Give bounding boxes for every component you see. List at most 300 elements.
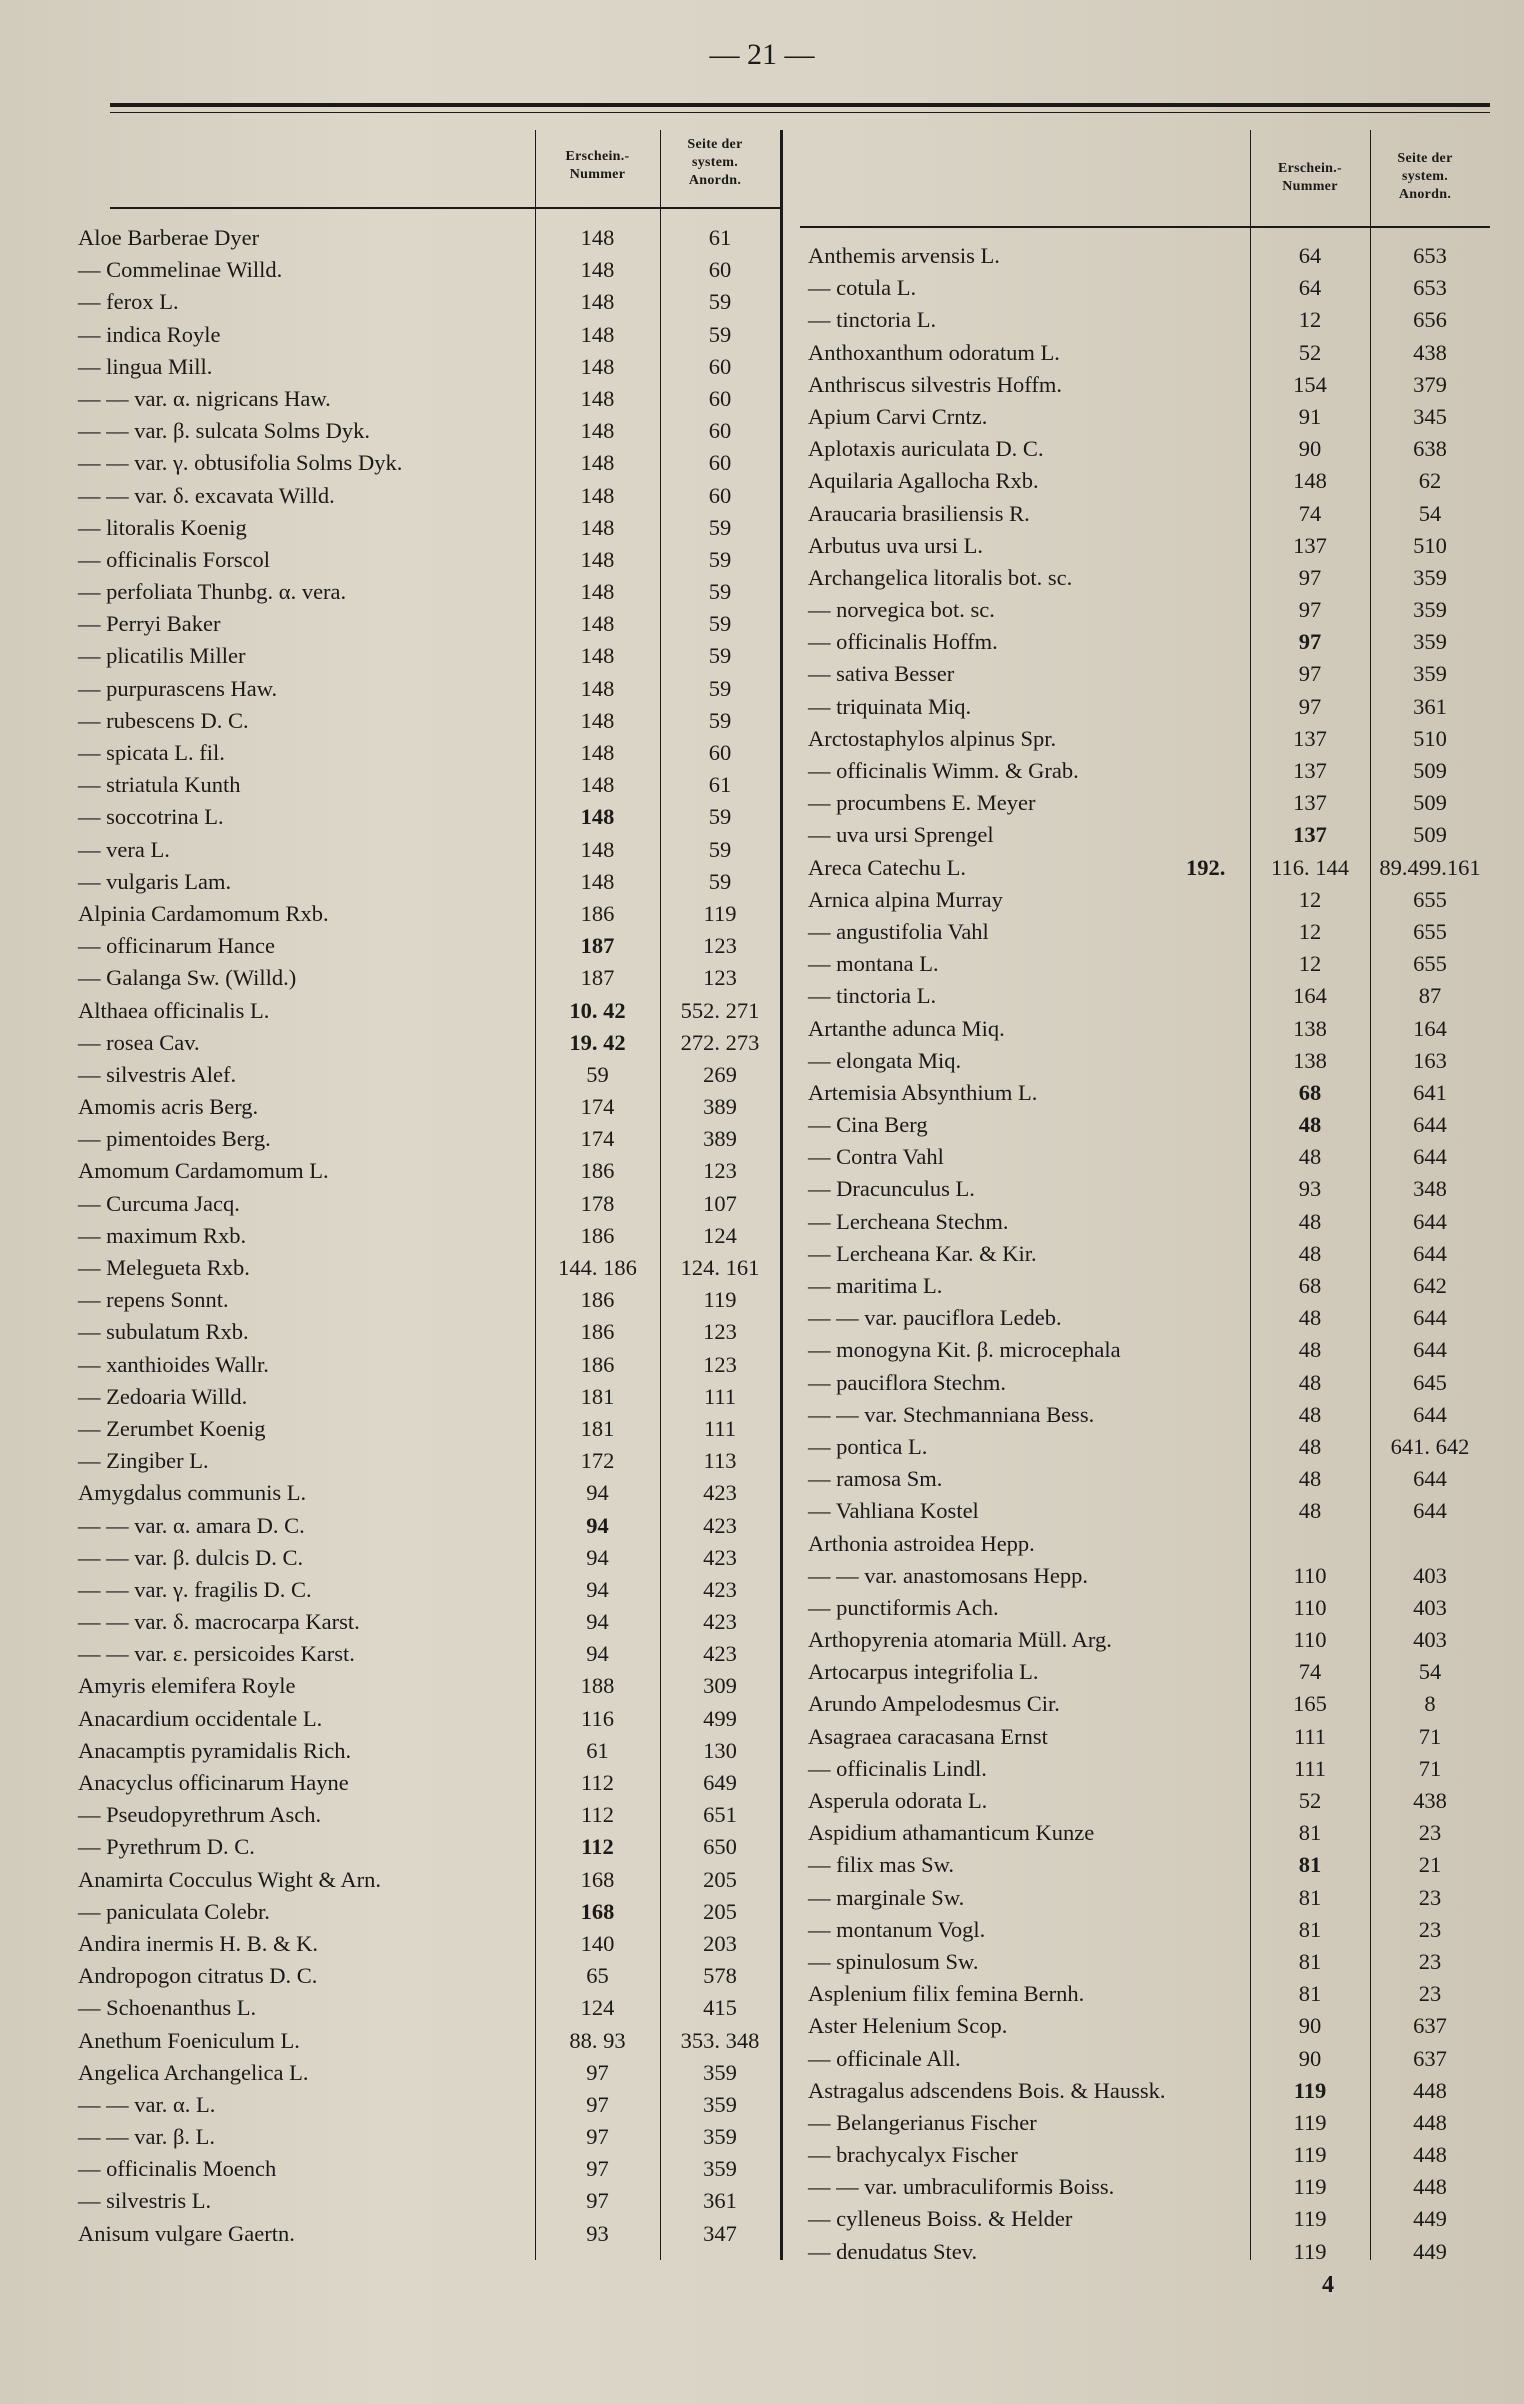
erschein-number: 186 (580, 1319, 615, 1345)
page-reference: 203 (703, 1930, 737, 1956)
erschein-number: 48 (1298, 1466, 1322, 1492)
species-name: — vera L. (78, 836, 170, 862)
page-reference: 403 (1413, 1562, 1447, 1588)
erschein-number: 74 (1298, 500, 1322, 526)
page-number: — 21 — (709, 38, 815, 71)
index-row (808, 369, 1498, 401)
erschein-number: 48 (1298, 1401, 1322, 1427)
right-header-rule (800, 226, 1490, 228)
erschein-number: 48 (1298, 1208, 1322, 1234)
index-row (78, 1155, 778, 1187)
erschein-number: 74 (1298, 1659, 1322, 1685)
erschein-number: 111 (1293, 1755, 1327, 1781)
index-row (808, 304, 1498, 336)
species-name: — Dracunculus L. (808, 1176, 975, 1202)
erschein-number: 97 (586, 2091, 609, 2117)
index-row (808, 1399, 1498, 1431)
index-row (808, 1463, 1498, 1495)
center-vrule (780, 130, 783, 2260)
species-name: — plicatilis Miller (78, 643, 246, 669)
species-name: — — var. γ. obtusifolia Solms Dyk. (78, 450, 403, 476)
page-reference: 359 (1413, 661, 1447, 687)
index-row (78, 480, 778, 512)
species-name: — tinctoria L. (808, 983, 937, 1009)
species-name: — brachycalyx Fischer (808, 2142, 1018, 2168)
page-reference: 23 (1418, 1820, 1442, 1846)
species-name: — indica Royle (78, 321, 221, 347)
page-reference: 423 (703, 1512, 737, 1538)
index-row (78, 1284, 778, 1316)
index-row (808, 852, 1498, 884)
index-row (78, 1252, 778, 1284)
index-row (808, 530, 1498, 562)
erschein-number: 88. 93 (569, 2027, 626, 2053)
index-row (808, 1624, 1498, 1656)
page-reference: 60 (708, 257, 732, 283)
species-name: Aspidium athamanticum Kunze (808, 1820, 1095, 1846)
page-reference: 423 (703, 1544, 737, 1570)
index-row (808, 2236, 1498, 2268)
index-row (808, 1688, 1498, 1720)
page-reference: 438 (1413, 1788, 1447, 1813)
page-reference: 23 (1418, 1948, 1442, 1974)
page-reference: 113 (703, 1448, 737, 1474)
page-reference: 54 (1418, 1659, 1442, 1685)
index-row (78, 1445, 778, 1477)
page-reference: 353. 348 (680, 2027, 760, 2053)
species-name: — Pseudopyrethrum Asch. (78, 1802, 322, 1828)
page-reference: 389 (703, 1126, 737, 1152)
species-name: — repens Sonnt. (78, 1287, 229, 1313)
index-row (808, 755, 1498, 787)
erschein-number: 148 (580, 225, 615, 250)
species-name: — officinalis Lindl. (808, 1755, 987, 1781)
page-reference: 60 (708, 385, 732, 411)
erschein-number: 97 (1298, 629, 1322, 655)
species-name: — spinulosum Sw. (808, 1948, 979, 1974)
erschein-number: 97 (1298, 661, 1322, 687)
left-header-seite: Seite der system. Anordn. (687, 137, 743, 188)
index-row (808, 1270, 1498, 1302)
species-name: — officinarum Hance (78, 933, 276, 959)
erschein-number: 124 (580, 1995, 615, 2021)
page-reference: 641. 642 (1390, 1433, 1470, 1459)
species-name: — uva ursi Sprengel (808, 822, 994, 848)
index-row (78, 286, 778, 318)
species-name: Asplenium filix femina Bernh. (808, 1981, 1085, 2007)
page-reference: 111 (703, 1383, 737, 1409)
erschein-number: 119 (1293, 2077, 1327, 2103)
erschein-number: 148 (1293, 468, 1327, 494)
index-row (78, 737, 778, 769)
index-row (78, 1477, 778, 1509)
index-row (78, 544, 778, 576)
species-name: — silvestris Alef. (78, 1061, 237, 1087)
erschein-number: 186 (580, 1158, 615, 1184)
erschein-number: 94 (586, 1480, 609, 1506)
erschein-number: 81 (1298, 1884, 1322, 1910)
species-name: Arbutus uva ursi L. (808, 532, 983, 558)
species-name: — Melegueta Rxb. (78, 1255, 250, 1280)
erschein-number: 148 (580, 385, 615, 411)
index-row (78, 1316, 778, 1348)
erschein-number: 12 (1298, 918, 1322, 944)
erschein-number: 81 (1298, 1820, 1322, 1846)
index-row (808, 1013, 1498, 1045)
index-row (808, 1302, 1498, 1334)
page-reference: 403 (1413, 1594, 1447, 1620)
page-reference: 164 (1413, 1015, 1447, 1041)
erschein-number: 181 (580, 1383, 615, 1409)
erschein-number: 164 (1293, 983, 1327, 1009)
index-row (78, 1864, 778, 1896)
species-name: — — var. β. dulcis D. C. (78, 1544, 304, 1570)
page-reference: 379 (1413, 371, 1447, 397)
page-reference: 638 (1413, 436, 1447, 462)
species-name: Alpinia Cardamomum Rxb. (78, 900, 329, 926)
page-reference: 60 (708, 740, 732, 765)
index-row (78, 2057, 778, 2089)
erschein-number: 187 (580, 933, 615, 959)
erschein-number: 19. 42 (569, 1029, 626, 1055)
page-reference: 653 (1413, 243, 1447, 268)
erschein-number: 110 (1293, 1594, 1327, 1620)
index-row (78, 1220, 778, 1252)
erschein-number: 148 (580, 546, 615, 572)
page-reference: 61 (708, 225, 732, 250)
page-reference: 60 (708, 450, 732, 476)
erschein-number: 48 (1298, 1337, 1322, 1363)
species-name: — — var. α. nigricans Haw. (78, 385, 331, 411)
erschein-number: 64 (1298, 275, 1322, 301)
erschein-number: 148 (580, 579, 615, 605)
erschein-number: 148 (580, 868, 615, 894)
page-reference: 637 (1413, 2045, 1447, 2071)
species-name: — vulgaris Lam. (78, 868, 232, 894)
species-name: Asperula odorata L. (808, 1788, 988, 1813)
index-row (808, 626, 1498, 658)
page-reference: 272. 273 (680, 1029, 760, 1055)
species-name: Anethum Foeniculum L. (78, 2027, 300, 2053)
erschein-number: 97 (1298, 693, 1322, 719)
species-name: — pontica L. (808, 1433, 928, 1459)
index-row (808, 691, 1498, 723)
index-row (78, 1638, 778, 1670)
erschein-number: 48 (1298, 1144, 1322, 1170)
page-reference: 205 (703, 1866, 737, 1892)
index-row (78, 866, 778, 898)
page-reference: 359 (703, 2124, 737, 2150)
left-column (78, 222, 778, 2250)
erschein-number: 186 (580, 1287, 615, 1313)
page-reference: 510 (1413, 532, 1447, 558)
index-row (78, 1188, 778, 1220)
page-reference: 71 (1418, 1755, 1442, 1781)
page-reference: 163 (1413, 1047, 1447, 1073)
page-reference: 359 (703, 2156, 737, 2182)
erschein-number: 111 (1293, 1723, 1327, 1749)
erschein-number: 10. 42 (569, 997, 626, 1023)
erschein-number: 112 (581, 1802, 614, 1828)
page-reference: 59 (708, 321, 732, 347)
page-reference: 448 (1413, 2109, 1447, 2135)
erschein-number: 97 (1298, 597, 1322, 623)
index-row (78, 2153, 778, 2185)
page-reference: 651 (703, 1802, 737, 1828)
page-reference: 123 (703, 965, 737, 991)
species-name: — — var. δ. macrocarpa Karst. (78, 1609, 360, 1635)
erschein-number: 119 (1293, 2109, 1327, 2135)
species-name: Artanthe adunca Miq. (808, 1015, 1005, 1041)
species-name: Apium Carvi Crntz. (808, 403, 988, 429)
index-row (78, 1091, 778, 1123)
erschein-number: 97 (586, 2156, 609, 2182)
erschein-number: 148 (580, 740, 615, 765)
page-reference: 361 (1413, 693, 1447, 719)
index-row (78, 2185, 778, 2217)
index-row (808, 1914, 1498, 1946)
species-name: — filix mas Sw. (808, 1852, 955, 1878)
species-name: — Belangerianus Fischer (808, 2109, 1037, 2135)
page-reference: 309 (703, 1673, 737, 1699)
index-row (78, 1574, 778, 1606)
species-name: — Zerumbet Koenig (78, 1415, 266, 1441)
erschein-number: 148 (580, 450, 615, 476)
erschein-number: 97 (586, 2059, 609, 2085)
species-name: Arnica alpina Murray (808, 886, 1003, 912)
species-name: — — var. β. sulcata Solms Dyk. (78, 418, 371, 444)
index-row (78, 254, 778, 286)
page-reference: 644 (1413, 1337, 1447, 1363)
index-row (808, 1367, 1498, 1399)
index-row (78, 640, 778, 672)
species-name: Arundo Ampelodesmus Cir. (808, 1691, 1060, 1717)
erschein-number: 137 (1293, 725, 1327, 751)
right-header-erschein: Erschein.- Nummer (1277, 161, 1343, 194)
species-name: — Schoenanthus L. (78, 1995, 257, 2021)
page-reference: 359 (1413, 629, 1447, 655)
species-name: Artemisia Absynthium L. (808, 1079, 1038, 1105)
erschein-number: 97 (1298, 564, 1322, 590)
index-row (78, 383, 778, 415)
erschein-number: 168 (580, 1866, 615, 1892)
erschein-number: 94 (586, 1576, 609, 1602)
erschein-number: 148 (580, 643, 615, 669)
page-reference: 403 (1413, 1627, 1447, 1653)
erschein-number: 68 (1298, 1079, 1322, 1105)
page-reference: 655 (1413, 886, 1447, 912)
erschein-number: 90 (1298, 436, 1322, 462)
index-row (78, 1606, 778, 1638)
index-row (78, 2025, 778, 2057)
species-name: — purpurascens Haw. (78, 675, 278, 701)
index-row (78, 415, 778, 447)
page-reference: 119 (703, 1287, 737, 1313)
erschein-number: 110 (1293, 1627, 1327, 1653)
species-name: — marginale Sw. (808, 1884, 965, 1910)
species-name: — officinalis Moench (78, 2156, 277, 2182)
page-reference: 123 (703, 933, 737, 959)
species-name: — pauciflora Stechm. (808, 1369, 1007, 1395)
species-name: Anamirta Cocculus Wight & Arn. (78, 1866, 382, 1892)
species-name: Aquilaria Agallocha Rxb. (808, 468, 1039, 494)
page-reference: 448 (1413, 2174, 1447, 2200)
species-name: — Perryi Baker (78, 611, 221, 637)
page-reference: 389 (703, 1094, 737, 1120)
index-row (808, 948, 1498, 980)
page-reference: 345 (1413, 403, 1447, 429)
species-name: — pimentoides Berg. (78, 1126, 271, 1152)
page-reference: 269 (703, 1061, 737, 1087)
page-reference: 361 (703, 2188, 737, 2214)
species-name: — rosea Cav. (78, 1029, 200, 1055)
species-name: Angelica Archangelica L. (78, 2059, 309, 2085)
species-name: Araucaria brasiliensis R. (808, 500, 1030, 526)
species-name: Anacyclus officinarum Hayne (78, 1770, 349, 1795)
species-name: — — var. anastomosans Hepp. (808, 1562, 1088, 1588)
page-reference: 59 (708, 868, 732, 894)
erschein-number: 137 (1293, 532, 1327, 558)
species-name: — punctiformis Ach. (808, 1594, 999, 1620)
page-reference: 644 (1413, 1112, 1447, 1138)
index-row (808, 240, 1498, 272)
species-name: Anthriscus silvestris Hoffm. (808, 371, 1062, 397)
species-name: — — var. γ. fragilis D. C. (78, 1576, 312, 1602)
erschein-number: 48 (1298, 1240, 1322, 1266)
erschein-number: 48 (1298, 1433, 1322, 1459)
right-column (808, 240, 1498, 2268)
species-name: Arthopyrenia atomaria Müll. Arg. (808, 1627, 1112, 1653)
species-name: — subulatum Rxb. (78, 1319, 249, 1345)
page-reference: 87 (1418, 983, 1442, 1009)
index-row (808, 498, 1498, 530)
erschein-number: 148 (580, 836, 615, 862)
erschein-number: 148 (580, 611, 615, 637)
species-name: Andira inermis H. B. & K. (78, 1930, 318, 1956)
erschein-number: 94 (586, 1641, 609, 1667)
erschein-number: 48 (1298, 1369, 1322, 1395)
index-row (808, 819, 1498, 851)
erschein-number: 148 (580, 804, 615, 830)
page-reference: 21 (1418, 1852, 1442, 1878)
page-reference: 61 (708, 772, 732, 798)
species-name: — litoralis Koenig (78, 514, 247, 540)
erschein-number: 12 (1298, 951, 1322, 977)
species-name: — officinale All. (808, 2045, 961, 2071)
index-row (808, 562, 1498, 594)
erschein-number: 81 (1298, 1916, 1322, 1942)
species-name: — maximum Rxb. (78, 1222, 247, 1248)
erschein-number: 144. 186 (558, 1255, 637, 1280)
index-row (808, 787, 1498, 819)
page-reference: 107 (703, 1190, 737, 1216)
right-header-seite: Seite der system. Anordn. (1397, 151, 1453, 202)
erschein-number: 174 (580, 1126, 615, 1152)
index-row (808, 465, 1498, 497)
index-row (808, 1721, 1498, 1753)
page-reference: 655 (1413, 918, 1447, 944)
page-reference: 438 (1413, 339, 1447, 365)
index-row (808, 980, 1498, 1012)
erschein-number: 91 (1298, 403, 1322, 429)
species-name: — — var. pauciflora Ledeb. (808, 1305, 1062, 1331)
index-row (808, 1528, 1498, 1560)
page-reference: 123 (703, 1158, 737, 1184)
index-row (808, 2171, 1498, 2203)
index-row (78, 1992, 778, 2024)
erschein-number: 148 (580, 257, 615, 283)
page-reference: 205 (703, 1898, 737, 1924)
species-name: — perfoliata Thunbg. α. vera. (78, 579, 347, 605)
species-name: — tinctoria L. (808, 307, 937, 333)
index-row (808, 1495, 1498, 1527)
page-reference: 124 (703, 1222, 737, 1248)
erschein-number: 97 (586, 2188, 609, 2214)
species-name: — denudatus Stev. (808, 2238, 978, 2264)
species-name: — Curcuma Jacq. (78, 1190, 240, 1216)
page-reference: 59 (708, 675, 732, 701)
erschein-number: 97 (586, 2124, 609, 2150)
species-name: Aplotaxis auriculata D. C. (808, 436, 1044, 462)
species-name: — maritima L. (808, 1273, 943, 1298)
erschein-number: 90 (1298, 2013, 1322, 2039)
page-reference: 59 (708, 643, 732, 669)
erschein-number: 112 (581, 1834, 614, 1860)
page-reference: 649 (703, 1770, 737, 1795)
erschein-number: 64 (1298, 243, 1322, 268)
index-row (808, 1753, 1498, 1785)
species-name: — striatula Kunth (78, 772, 241, 798)
page-reference: 645 (1413, 1369, 1447, 1395)
index-row (78, 351, 778, 383)
species-name: — Pyrethrum D. C. (78, 1834, 255, 1860)
page-reference: 423 (703, 1609, 737, 1635)
species-name: Aster Helenium Scop. (808, 2013, 1008, 2039)
page-reference: 509 (1413, 758, 1447, 783)
erschein-number: 12 (1298, 307, 1322, 333)
page-reference: 449 (1413, 2206, 1447, 2232)
index-row (78, 1413, 778, 1445)
page-reference: 359 (1413, 564, 1447, 590)
species-name: — Cina Berg (808, 1112, 928, 1138)
index-row (78, 1799, 778, 1831)
page-reference: 348 (1413, 1176, 1447, 1202)
page-reference: 59 (708, 836, 732, 862)
species-name: — triquinata Miq. (808, 693, 972, 719)
index-row (808, 1560, 1498, 1592)
species-name: — — var. α. amara D. C. (78, 1512, 305, 1538)
species-name: — Zingiber L. (78, 1448, 209, 1474)
index-row (808, 1431, 1498, 1463)
index-row (808, 658, 1498, 690)
erschein-number: 93 (1298, 1176, 1322, 1202)
erschein-number: 186 (580, 1351, 615, 1377)
index-row (808, 594, 1498, 626)
species-name: — Contra Vahl (808, 1144, 944, 1170)
page-reference: 637 (1413, 2013, 1447, 2039)
erschein-number: 119 (1293, 2174, 1327, 2200)
page-reference: 60 (708, 353, 732, 379)
page-reference: 59 (708, 514, 732, 540)
species-name: — silvestris L. (78, 2188, 212, 2214)
erschein-number: 174 (580, 1094, 615, 1120)
page-reference: 655 (1413, 951, 1447, 977)
page-reference: 644 (1413, 1208, 1447, 1234)
species-name: Asagraea caracasana Ernst (808, 1723, 1048, 1749)
top-rule-thick (110, 103, 1490, 107)
page-reference: 59 (708, 804, 732, 830)
erschein-number: 68 (1298, 1273, 1322, 1298)
